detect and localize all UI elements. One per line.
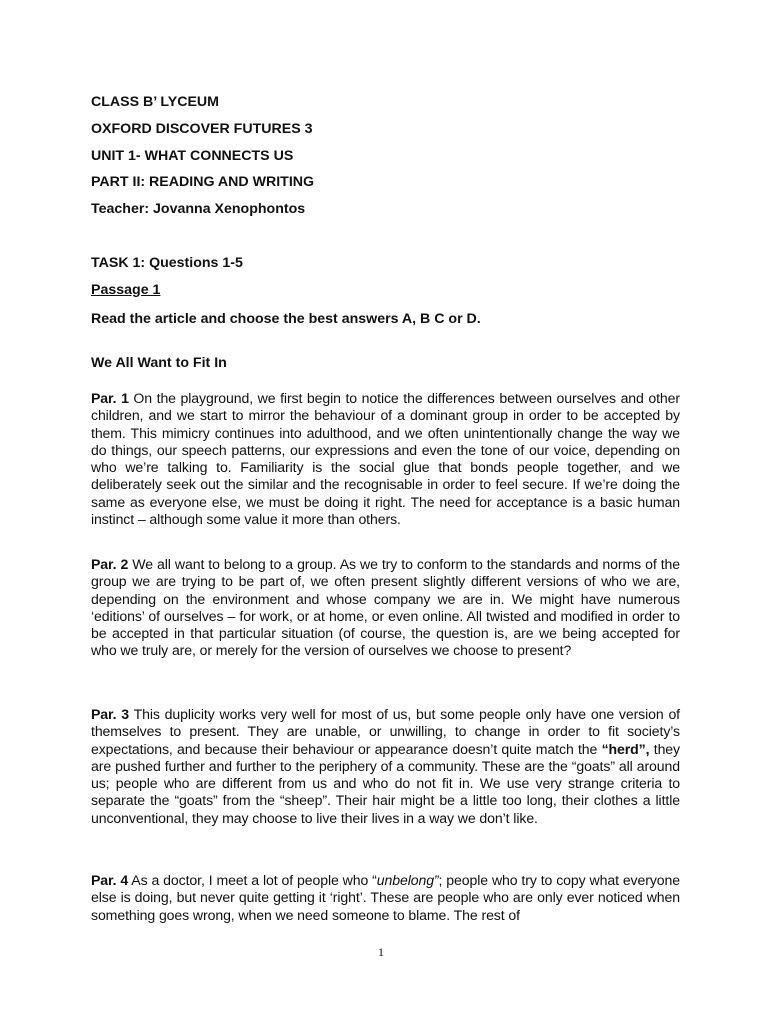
book-heading: OXFORD DISCOVER FUTURES 3	[91, 121, 313, 137]
paragraph-2	[91, 556, 680, 660]
paragraph-3-herd: “herd”,	[601, 740, 650, 757]
task-title: TASK 1: Questions 1-5	[91, 255, 243, 271]
class-heading: CLASS B’ LYCEUM	[91, 94, 219, 110]
teacher-heading: Teacher: Jovanna Xenophontos	[91, 201, 306, 217]
unit-heading: UNIT 1- WHAT CONNECTS US	[91, 148, 294, 164]
task-instruction: Read the article and choose the best answers A, B C or D.	[91, 311, 481, 327]
page-number: 1	[378, 945, 384, 959]
paragraph-3-text-a: This duplicity works very well for most of us, but some people only have one version of themselves to present. They are unable, or unwilling, to change in order to fit society’s expectations, and because their behaviour or appearance doesn’t quite match the	[91, 706, 680, 757]
paragraph-4-text-b: ; people who try to copy what everyone else is doing, but never quite getting it ‘right’. These are people who are only ever noticed when something goes wrong, when we need someone to blame. The rest of	[91, 872, 680, 923]
paragraph-1-label: Par. 1	[91, 390, 129, 406]
paragraph-4	[91, 872, 680, 924]
paragraph-4-label: Par. 4	[91, 872, 129, 888]
paragraph-4-text-a: As a doctor, I meet a lot of people who “	[128, 872, 377, 888]
paragraph-3-label: Par. 3	[91, 706, 130, 722]
passage-label: Passage 1	[91, 282, 161, 298]
paragraph-3	[91, 706, 680, 827]
part-heading: PART II: READING AND WRITING	[91, 174, 315, 190]
paragraph-4-unbelong: unbelong”	[376, 872, 439, 888]
paragraph-2-label: Par. 2	[91, 556, 129, 572]
paragraph-3-text-b: they are pushed further and further to the periphery of a community. These are the “goats” all around us; people who are different from us and who do not fit in. We use very strange criteria to separate the “goats” from the “sheep”. Their hair might be a little too long, their clothes a little unconventional, they may choose to live their lives in a way we don’t like.	[91, 740, 680, 826]
paragraph-2-text: We all want to belong to a group. As we try to conform to the standards and norms of the group we are trying to be part of, we often present slightly different versions of who we are, depending on the environment and whose company we are in. We might have numerous ‘editions’ of ourselves – for work, or at home, or even online. All twisted and modified in order to be accepted in that particular situation (of course, the question is, are we being accepted for who we truly are, or merely for the version of ourselves we choose to present?	[91, 556, 680, 659]
paragraph-1	[91, 390, 680, 528]
article-title: We All Want to Fit In	[91, 355, 227, 371]
paragraph-1-text: On the playground, we first begin to notice the differences between ourselves and other children, and we start to mirror the behaviour of a dominant group in order to be accepted by them. This mimicry continues into adulthood, and we often unintentionally change the way we do things, our speech patterns, our expressions and even the tone of our voice, depending on who we’re talking to. Familiarity is the social glue that bonds people together, and we deliberately seek out the similar and the recognisable in order to feel secure. If we’re doing the same as everyone else, we must be doing it right. The need for acceptance is a basic human instinct – although some value it more than others.	[91, 390, 681, 528]
